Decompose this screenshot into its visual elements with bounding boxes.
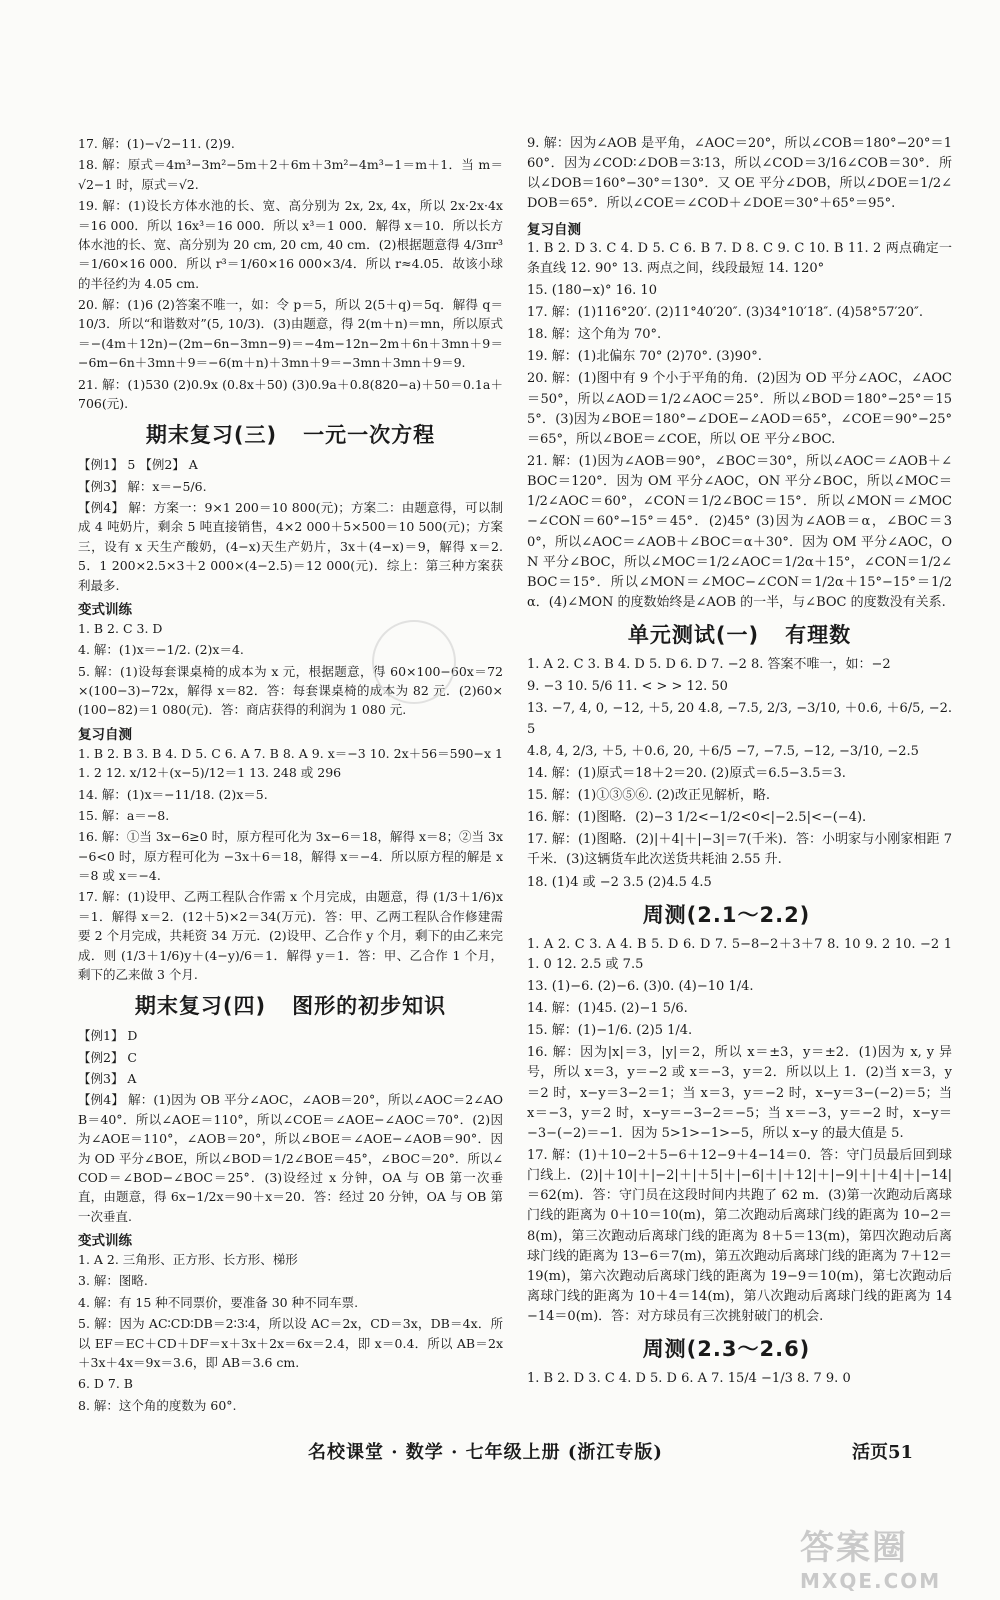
answer-line: 21. 解：(1)因为∠AOB＝90°，∠BOC＝30°，所以∠AOC＝∠AOB＋∠BOC＝120°．因为 OM 平分∠AOC，ON 平分∠BOC，所以∠MOC＝1/2∠AOC＝60°，∠CON＝1/2∠BOC＝15°．所以∠MON＝∠MOC−∠CON＝60°−15°＝45°．(2)45° (3)因为∠AOB＝α，∠BOC＝30°，所以∠AOC＝∠AOB＋∠BOC＝α＋30°．因为 OM 平分∠AOC，ON 平分∠BOC，所以∠MOC＝1/2∠AOC＝1/2α＋15°，∠CON＝1/2∠BOC＝15°．所以∠MON＝∠MOC−∠CON＝1/2α＋15°−15°＝1/2α．(4)∠MON 的度数始终是∠AOB 的一半，与∠BOC 的度数没有关系. bbox=[527, 453, 952, 610]
section-heading bbox=[78, 419, 503, 449]
answer-line: 1. A 2. 三角形、正方形、长方形、梯形 bbox=[78, 1252, 298, 1267]
section-heading-subtitle: 一元一次方程 bbox=[303, 423, 436, 448]
section-heading-title: 周测(2.3～2.6) bbox=[642, 1337, 811, 1362]
section-heading-title: 单元测试(一) bbox=[627, 623, 760, 648]
answer-line: 【例3】 A bbox=[78, 1071, 137, 1086]
answer-line: 19. 解：(1)设长方体水池的长、宽、高分别为 2x, 2x, 4x，所以 2x·2x·4x＝16 000．所以 16x³＝16 000．所以 x³＝1 000．解得 x＝10．所以长方体水池的长、宽、高分别为 20 cm, 20 cm, 40 cm．(2)根据题意得 4/3πr³＝1/60×16 000．所以 r³＝1/60×16 000×3/4．所以 r≈4.05．故该小球的半径约为 4.05 cm. bbox=[78, 198, 503, 291]
answer-line: 1. B 2. D 3. C 4. D 5. D 6. A 7. 15/4 −1/3 8. 7 9. 0 bbox=[527, 1371, 851, 1387]
watermark-url: MXQE.COM bbox=[800, 1569, 942, 1593]
answer-line: 18. (1)4 或 −2 3.5 (2)4.5 4.5 bbox=[527, 874, 712, 890]
answer-line: 20. 解：(1)6 (2)答案不唯一，如：令 p＝5，所以 2(5＋q)＝5q．解得 q＝10/3．所以“和谐数对”(5, 10/3)．(3)由题意，得 2(m＋n)＝mn，所以原式＝−(4m＋12n)−(2m−6n−3mn−9)＝−4m−12n−2m＋6n＋3mn＋9＝−6m−6n＋3mn＋9＝−6(m＋n)＋3mn＋9＝−3mn＋3mn＋9＝9. bbox=[78, 297, 503, 371]
answer-line: 8. 解：这个角的度数为 60°. bbox=[78, 1397, 237, 1413]
answer-line: 3. 解：图略. bbox=[78, 1273, 148, 1289]
answer-line: 16. 解：因为|x|＝3，|y|＝2，所以 x＝±3，y＝±2．(1)因为 x, y 异号，所以 x＝3，y＝−2 或 x＝−3，y＝2．所以以上 1．(2)当 x＝3，y＝2 时，x−y＝3−2＝1；当 x＝3，y＝−2 时，x−y＝3−(−2)＝5；当 x＝−3，y＝2 时，x−y＝−3−2＝−5；当 x＝−3，y＝−2 时，x−y＝−3−(−2)＝−1．因为 5>1>−1>−5，所以 x−y 的最大值是 5. bbox=[527, 1045, 952, 1141]
answer-line: 1. A 2. C 3. B 4. D 5. D 6. D 7. −2 8. 答案不唯一，如：−2 bbox=[527, 657, 891, 673]
subsection-label: 复习自测 bbox=[527, 221, 581, 238]
answer-line: 14. 解：(1)45. (2)−1 5/6. bbox=[527, 1001, 688, 1017]
answer-line: 18. 解：原式＝4m³−3m²−5m＋2＋6m＋3m²−4m³−1＝m＋1．当 m＝√2−1 时，原式＝√2. bbox=[78, 157, 503, 192]
answer-line: 13. −7, 4, 0, −12, ＋5, 20 4.8, −7.5, 2/3, −3/10, ＋0.6, ＋6/5, −2.5 bbox=[527, 701, 952, 737]
answer-line: 【例4】 解：(1)因为 OB 平分∠AOC，∠AOB＝20°，所以∠AOC＝2∠AOB＝40°．所以∠AOE＝110°，所以∠COE＝∠AOE−∠AOC＝70°．(2)因为∠AOE＝110°，∠AOB＝20°，所以∠BOE＝∠AOE−∠AOB＝90°．因为 OD 平分∠BOE，所以∠BOD＝1/2∠BOE＝45°，∠BOC＝20°．所以∠COD＝∠BOD−∠BOC＝25°．(3)设经过 x 分钟，OA 与 OB 第一次垂直，由题意，得 6x−1/2x＝90＋x＝20．答：经过 20 分钟，OA 与 OB 第一次垂直. bbox=[78, 1092, 503, 1224]
answer-line: 15. 解：(1)①③⑤⑥. (2)改正见解析，略. bbox=[527, 787, 771, 803]
section-heading bbox=[527, 1333, 952, 1363]
page-number: 活页51 bbox=[852, 1442, 914, 1463]
answer-line: 16. 解：①当 3x−6≥0 时，原方程可化为 3x−6＝18，解得 x＝8；②当 3x−6<0 时，原方程可化为 −3x＋6＝18，解得 x＝−4．所以原方程的解是 x＝8 或 x＝−4. bbox=[78, 829, 503, 883]
answer-line: 15. 解：a＝−8. bbox=[78, 807, 170, 823]
answer-line: 【例2】 C bbox=[78, 1049, 137, 1065]
answer-line: 1. A 2. C 3. A 4. B 5. D 6. D 7. 5−8−2＋3＋7 8. 10 9. 2 10. −2 11. 0 12. 2.5 或 7.5 bbox=[527, 936, 952, 972]
answer-line: 18. 解：这个角为 70°. bbox=[527, 327, 662, 343]
answer-line: 17. 解：(1)116°20′. (2)11°40′20″. (3)34°10′18″. (4)58°57′20″. bbox=[527, 304, 923, 320]
answer-line: 【例1】 D bbox=[78, 1028, 138, 1044]
answer-line: 1. B 2. B 3. B 4. D 5. C 6. A 7. B 8. A 9. x＝−3 10. 2x＋56＝590−x 11. 2 12. x/12＋(x−5)/12＝1 13. 248 或 296 bbox=[78, 745, 503, 781]
answer-line: 20. 解：(1)图中有 9 个小于平角的角．(2)因为 OD 平分∠AOC，∠AOC＝50°，所以∠AOD＝1/2∠AOC＝25°．所以∠BOD＝180°−25°＝155°．(3)因为∠BOE＝180°−∠DOE−∠AOD＝65°，∠COE＝90°−25°＝65°，所以∠BOE＝∠COE，所以 OE 平分∠BOC. bbox=[527, 371, 952, 447]
watermark bbox=[800, 1520, 990, 1593]
section-heading bbox=[527, 619, 952, 649]
answer-line: 19. 解：(1)北偏东 70° (2)70°. (3)90°. bbox=[527, 349, 762, 365]
answer-line: 1. B 2. D 3. C 4. D 5. C 6. B 7. D 8. C 9. C 10. B 11. 2 两点确定一条直线 12. 90° 13. 两点之间，线段最短 14. 120° bbox=[527, 240, 952, 276]
left-column bbox=[78, 134, 503, 1417]
answer-line: 15. 解：(1)−1/6. (2)5 1/4. bbox=[527, 1023, 693, 1039]
answer-line: 5. 解：(1)设每套课桌椅的成本为 x 元，根据题意，得 60×100−60x＝72×(100−3)−72x，解得 x＝82．答：每套课桌椅的成本为 82 元．(2)60×(100−82)＝1 080(元)．答：商店获得的利润为 1 080 元. bbox=[78, 663, 503, 718]
subsection-label: 变式训练 bbox=[78, 601, 132, 618]
answer-line: 【例1】 5 【例2】 A bbox=[78, 457, 198, 473]
watermark-text: 答案圈 bbox=[800, 1528, 908, 1568]
section-heading-title: 周测(2.1～2.2) bbox=[642, 902, 811, 927]
answer-line: 13. (1)−6. (2)−6. (3)0. (4)−10 1/4. bbox=[527, 978, 754, 994]
answer-line: 6. D 7. B bbox=[78, 1376, 133, 1392]
answer-line: 9. 解：因为∠AOB 是平角，∠AOC＝20°，所以∠COB＝180°−20°＝160°．因为∠COD∶∠DOB＝3∶13，所以∠COD＝3/16∠COB＝30°．所以∠DOB＝160°−30°＝130°．又 OE 平分∠DOB，所以∠DOE＝1/2∠DOB＝65°．所以∠COE＝∠COD＋∠DOE＝30°＋65°＝95°. bbox=[527, 136, 952, 212]
section-heading-subtitle: 有理数 bbox=[785, 623, 852, 648]
answer-line: 4. 解：(1)x＝−1/2. (2)x＝4. bbox=[78, 642, 244, 658]
answer-line: 【例3】 解：x＝−5/6. bbox=[78, 478, 207, 494]
subsection-label: 变式训练 bbox=[78, 1233, 132, 1249]
section-heading bbox=[527, 899, 952, 929]
answer-line: 4. 解：有 15 种不同票价，要准备 30 种不同车票. bbox=[78, 1294, 359, 1310]
answer-line: 16. 解：(1)图略．(2)−3 1/2<−1/2<0<|−2.5|<−(−4). bbox=[527, 810, 867, 826]
answer-line: 4.8, 4, 2/3, ＋5, ＋0.6, 20, ＋6/5 −7, −7.5, −12, −3/10, −2.5 bbox=[527, 743, 919, 759]
page-stamp bbox=[372, 620, 456, 704]
answer-line: 14. 解：(1)原式＝18＋2＝20. (2)原式＝6.5−3.5＝3. bbox=[527, 765, 846, 781]
answer-line: 17. 解：(1)设甲、乙两工程队合作需 x 个月完成，由题意，得 (1/3＋1/6)x＝1．解得 x＝2．(12＋5)×2＝34(万元)．答：甲、乙两工程队合作修建需要 2 个月完成，共耗资 34 万元．(2)设甲、乙合作 y 个月，剩下的由乙来完成．则 (1/3＋1/6)y＋(4−y)/6＝1．解得 y＝1．答：甲、乙合作 1 个月，剩下的乙来做 3 个月. bbox=[78, 889, 503, 982]
answer-line: 【例4】 解：方案一：9×1 200＝10 800(元)；方案二：由题意得，可以制成 4 吨奶片，剩余 5 吨直接销售，4×2 000＋5×500＝10 500(元)；方案三，设有 x 天生产酸奶，(4−x)天生产奶片，3x＋(4−x)＝9，解得 x＝2.5．1 200×2.5×3＋2 000×(4−2.5)＝12 000(元)．综上：第三种方案获利最多. bbox=[78, 500, 503, 593]
footer-title: 名校课堂 · 数学 · 七年级上册 (浙江专版) bbox=[308, 1442, 663, 1463]
subsection-label: 复习自测 bbox=[78, 726, 132, 743]
answer-line: 1. B 2. C 3. D bbox=[78, 620, 163, 636]
section-heading-title: 期末复习(四) bbox=[134, 994, 267, 1019]
section-heading bbox=[78, 990, 503, 1020]
right-column bbox=[527, 134, 952, 1391]
answer-line: 17. 解：(1)−√2−11. (2)9. bbox=[78, 136, 235, 151]
answer-line: 17. 解：(1)图略．(2)|＋4|＋|−3|＝7(千米)．答：小明家与小刚家相距 7 千米．(3)这辆货车此次送货共耗油 2.55 升. bbox=[527, 832, 952, 868]
answer-line: 21. 解：(1)530 (2)0.9x (0.8x＋50) (3)0.9a＋0.8(820−a)＋50＝0.1a＋706(元). bbox=[78, 376, 503, 411]
section-heading-subtitle: 图形的初步知识 bbox=[292, 994, 447, 1019]
answer-line: 5. 解：因为 AC∶CD∶DB＝2∶3∶4，所以设 AC＝2x，CD＝3x，DB＝4x．所以 EF＝EC＋CD＋DF＝x＋3x＋2x＝6x＝2.4，即 x＝0.4．所以 AB＝2x＋3x＋4x＝9x＝3.6，即 AB＝3.6 cm. bbox=[78, 1316, 503, 1370]
answer-line: 15. (180−x)° 16. 10 bbox=[527, 282, 657, 298]
answer-line: 14. 解：(1)x＝−11/18. (2)x＝5. bbox=[78, 786, 268, 802]
answer-line: 9. −3 10. 5/6 11. < > > 12. 50 bbox=[527, 679, 728, 695]
answer-line: 17. 解：(1)＋10−2＋5−6＋12−9＋4−14＝0．答：守门员最后回到球门线上．(2)|＋10|＋|−2|＋|＋5|＋|−6|＋|＋12|＋|−9|＋|＋4|＋|−14|＝62(m)．答：守门员在这段时间内共跑了 62 m．(3)第一次跑动后离球门线的距离为 0＋10＝10(m)，第二次跑动后离球门线的距离为 10−2＝8(m)，第三次跑动后离球门线的距离为 8＋5＝13(m)，第四次跑动后离球门线的距离为 13−6＝7(m)，第五次跑动后离球门线的距离为 7＋12＝19(m)，第六次跑动后离球门线的距离为 19−9＝10(m)，第七次跑动后离球门线的距离为 10＋4＝14(m)，第八次跑动后离球门线的距离为 14−14＝0(m)．答：对方球员有三次挑射破门的机会. bbox=[527, 1148, 952, 1325]
section-heading-title: 期末复习(三) bbox=[145, 423, 278, 448]
